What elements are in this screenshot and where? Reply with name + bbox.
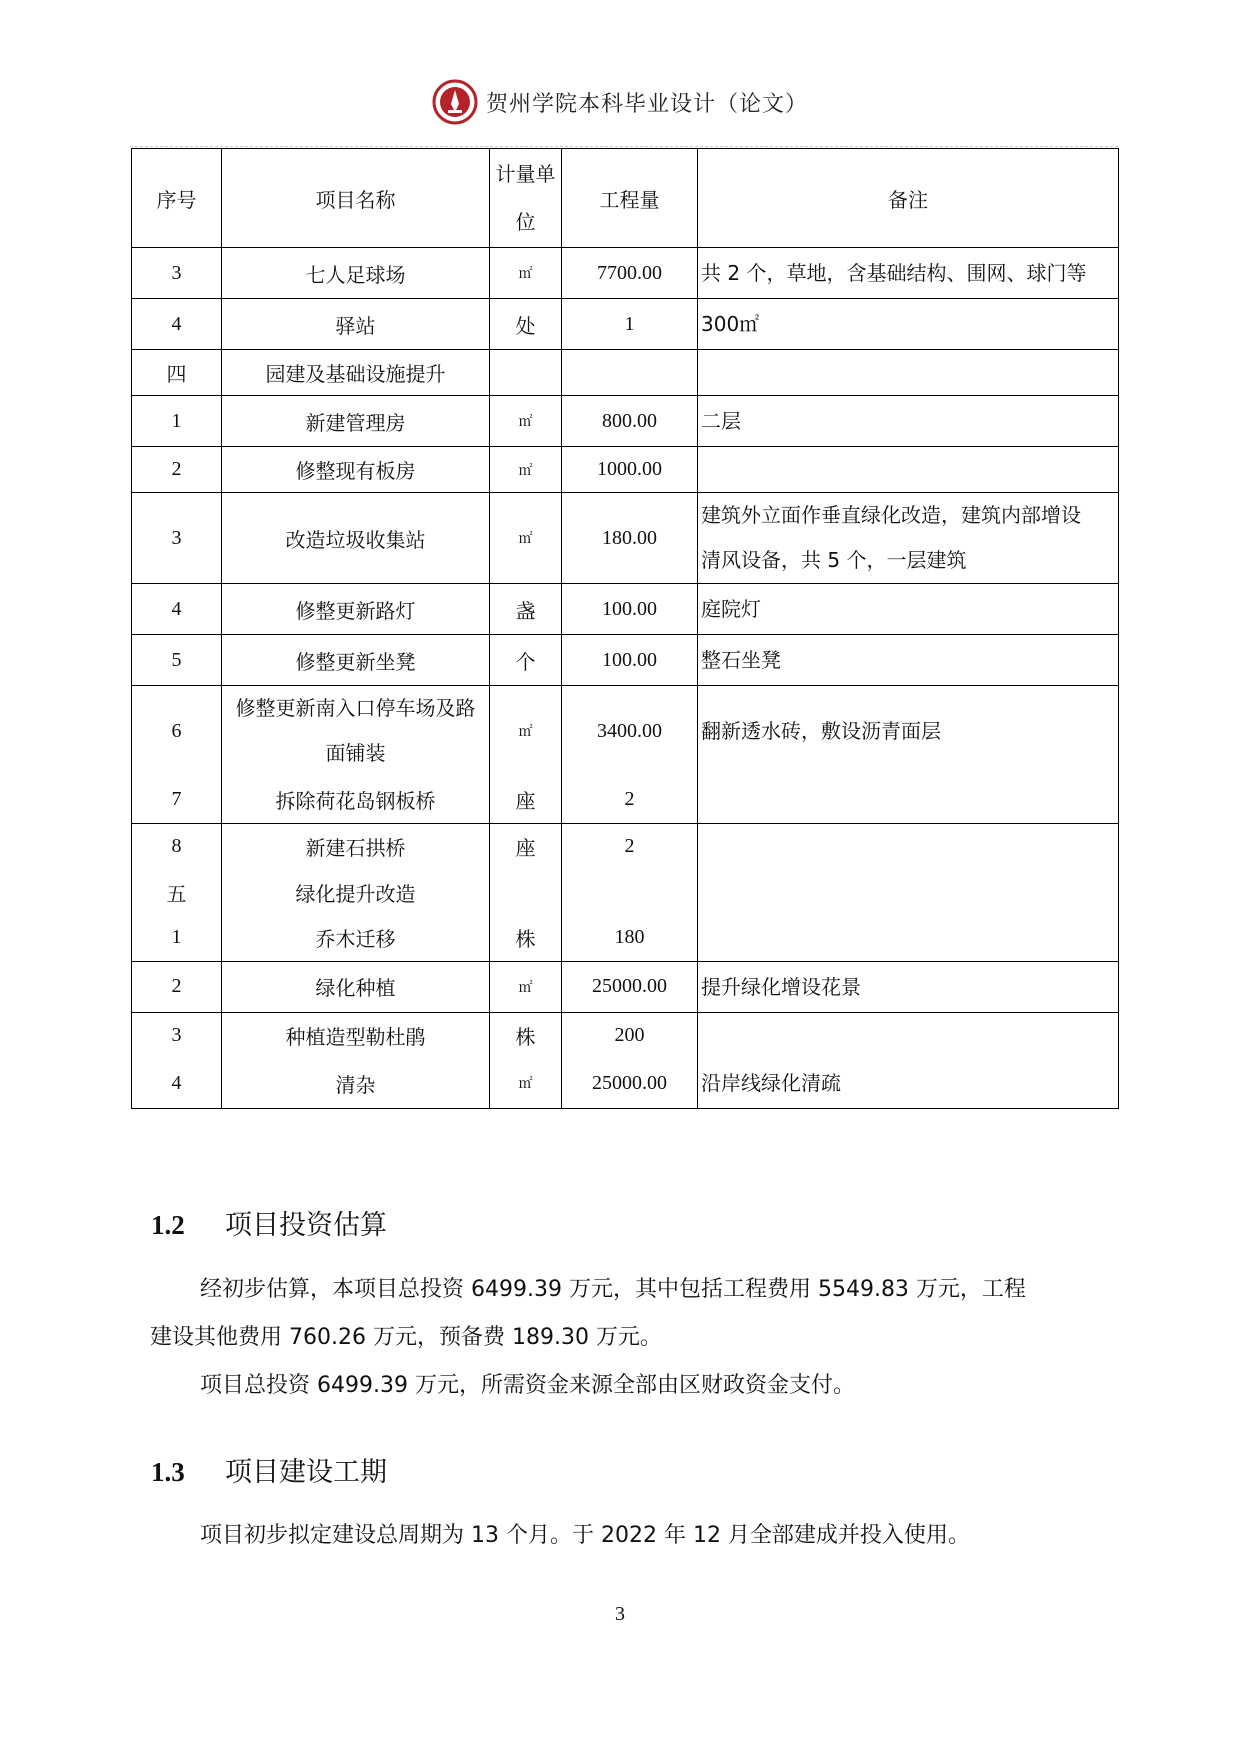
table-row: 3 改造垃圾收集站 ㎡ 180.00 建筑外立面作垂直绿化改造，建筑内部增设 清风设备，共 5 个，一层建筑 [132,493,1119,584]
col-header-name: 项目名称 [222,149,490,248]
table-row: 3 种植造型勒杜鹃 株 200 [132,1012,1119,1058]
table-row: 3 七人足球场 ㎡ 7700.00 共 2 个，草地，含基础结构、围网、球门等 [132,248,1119,299]
table-row: 2 修整现有板房 ㎡ 1000.00 [132,447,1119,493]
col-header-no: 序号 [132,149,222,248]
table-row: 6 修整更新南入口停车场及路 面铺装 ㎡ 3400.00 翻新透水砖，敷设沥青面层 [132,686,1119,777]
table-row: 4 驿站 处 1 300㎡ [132,299,1119,350]
schedule-paragraph: 项目初步拟定建设总周期为 13 个月。于 2022 年 12 月全部建成并投入使用。 [200,1523,970,1548]
table-header-row [132,149,1119,248]
col-header-unit: 计量单 位 [490,149,562,248]
section-heading-schedule: 1.3 项目建设工期 [151,1457,387,1488]
project-table [131,148,1119,1109]
table-row: 8 新建石拱桥 座 2 [132,823,1119,869]
table-row: 7 拆除荷花岛钢板桥 座 2 [132,776,1119,823]
header-divider [130,146,1118,147]
table-row: 4 清杂 ㎡ 25000.00 沿岸线绿化清疏 [132,1058,1119,1109]
table-row: 4 修整更新路灯 盏 100.00 庭院灯 [132,584,1119,635]
investment-paragraph: 经初步估算，本项目总投资 6499.39 万元，其中包括工程费用 5549.83 万元，工程 建设其他费用 760.26 万元，预备费 189.30 万元。 项目总投资 6499.39 万元，所需资金来源全部由区财政资金支付。 [150,1277,1026,1398]
page-number: 3 [615,1603,625,1625]
table-row: 1 乔木迁移 株 180 [132,915,1119,961]
table-row: 5 修整更新坐凳 个 100.00 整石坐凳 [132,635,1119,686]
section-heading-investment: 1.2 项目投资估算 [151,1210,387,1241]
table-row: 四 园建及基础设施提升 [132,350,1119,396]
page-header [0,78,1240,126]
col-header-note: 备注 [698,149,1119,248]
col-header-qty: 工程量 [562,149,698,248]
university-logo-icon [432,79,478,125]
table-row: 五 绿化提升改造 [132,869,1119,915]
table-row: 1 新建管理房 ㎡ 800.00 二层 [132,396,1119,447]
header-title: 贺州学院本科毕业设计（论文） [485,91,808,117]
table-row: 2 绿化种植 ㎡ 25000.00 提升绿化增设花景 [132,961,1119,1012]
